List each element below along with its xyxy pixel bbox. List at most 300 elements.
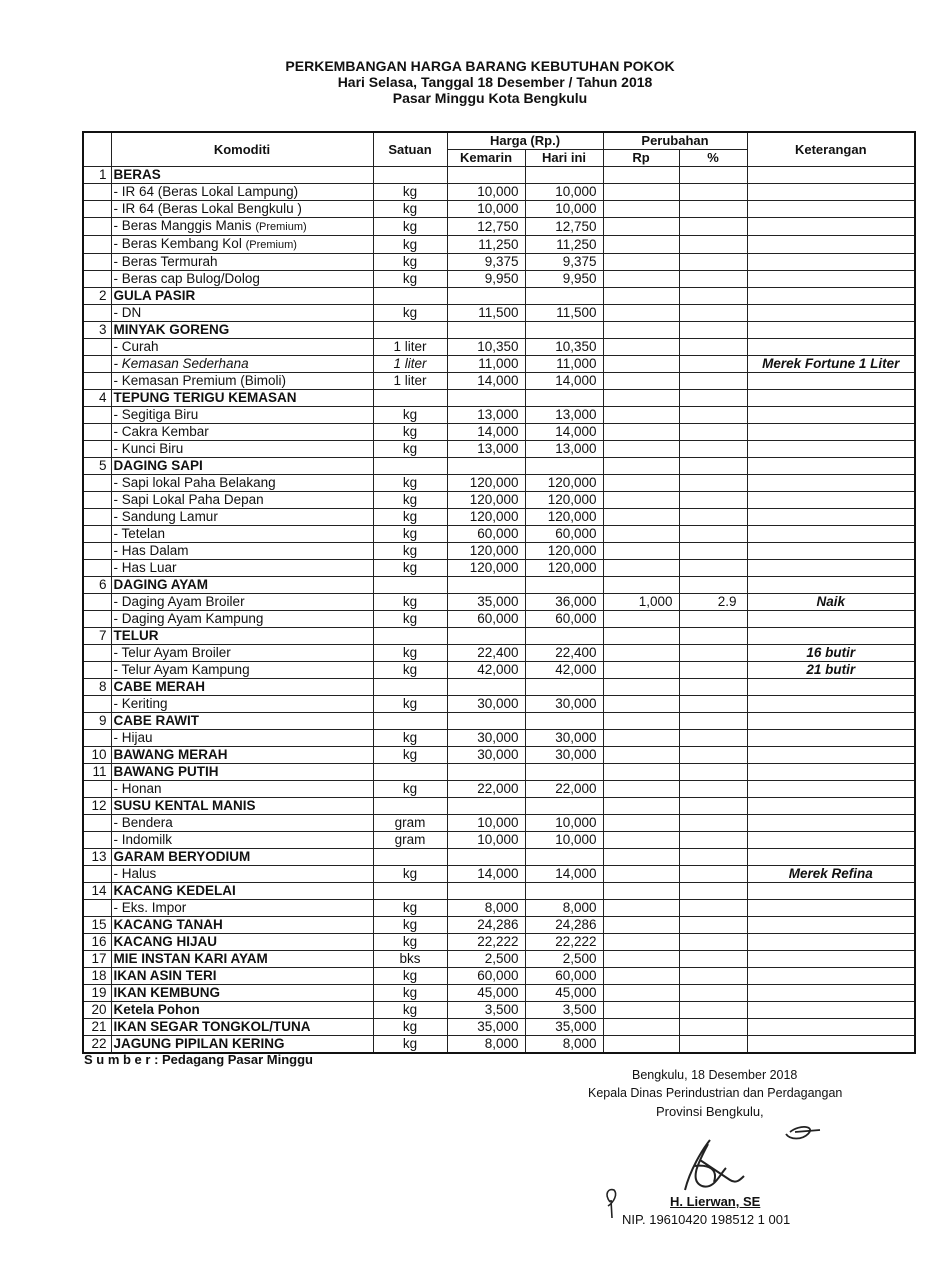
header-kemarin: Kemarin [447, 150, 525, 167]
row-number [83, 645, 111, 662]
change-pct [679, 560, 747, 577]
remarks [747, 254, 915, 271]
change-pct [679, 1002, 747, 1019]
item-row [83, 900, 915, 917]
item-row [83, 407, 915, 424]
unit: kg [373, 594, 447, 611]
category-row [83, 679, 915, 696]
commodity-name [111, 305, 373, 322]
commodity-label: - Beras Manggis Manis [113, 218, 256, 233]
change-rp [603, 441, 679, 458]
change-pct [679, 985, 747, 1002]
commodity-label: - Beras Kembang Kol [113, 236, 246, 251]
remarks [747, 424, 915, 441]
change-rp [603, 184, 679, 201]
price-yesterday: 45,000 [447, 985, 525, 1002]
price-today: 10,000 [525, 815, 603, 832]
price-yesterday: 10,000 [447, 832, 525, 849]
row-number [83, 236, 111, 254]
row-number: 18 [83, 968, 111, 985]
price-today: 42,000 [525, 662, 603, 679]
change-pct [679, 236, 747, 254]
commodity-name [111, 254, 373, 271]
change-pct [679, 201, 747, 218]
price-today: 12,750 [525, 218, 603, 236]
remarks [747, 1019, 915, 1036]
unit: kg [373, 730, 447, 747]
unit: kg [373, 424, 447, 441]
commodity-label: - Cakra Kembar [113, 424, 209, 439]
commodity-label: CABE MERAH [113, 679, 206, 694]
row-number [83, 900, 111, 917]
unit: kg [373, 900, 447, 917]
document-title [0, 58, 930, 106]
row-number: 16 [83, 934, 111, 951]
change-pct [679, 917, 747, 934]
item-row [83, 201, 915, 218]
change-rp [603, 254, 679, 271]
unit: kg [373, 236, 447, 254]
commodity-label: - Beras Termurah [113, 254, 218, 269]
category-row [83, 798, 915, 815]
commodity-name [111, 492, 373, 509]
commodity-label: CABE RAWIT [113, 713, 199, 728]
change-rp [603, 934, 679, 951]
category-row [83, 764, 915, 781]
commodity-name [111, 407, 373, 424]
price-yesterday: 120,000 [447, 475, 525, 492]
change-rp [603, 424, 679, 441]
row-number: 3 [83, 322, 111, 339]
commodity-label: DAGING SAPI [113, 458, 203, 473]
change-rp [603, 968, 679, 985]
change-pct [679, 1036, 747, 1054]
row-number: 1 [83, 167, 111, 184]
unit: kg [373, 492, 447, 509]
price-today: 13,000 [525, 407, 603, 424]
change-pct [679, 849, 747, 866]
remarks [747, 764, 915, 781]
change-rp [603, 526, 679, 543]
commodity-name [111, 441, 373, 458]
remarks [747, 526, 915, 543]
remarks [747, 917, 915, 934]
change-pct [679, 271, 747, 288]
change-pct [679, 730, 747, 747]
remarks [747, 373, 915, 390]
commodity-name [111, 713, 373, 730]
price-yesterday: 22,000 [447, 781, 525, 798]
price-yesterday [447, 883, 525, 900]
change-rp [603, 1019, 679, 1036]
price-table-body [83, 132, 915, 1053]
change-pct [679, 509, 747, 526]
change-rp [603, 509, 679, 526]
item-row [83, 475, 915, 492]
category-row [83, 577, 915, 594]
change-pct [679, 543, 747, 560]
commodity-label: - Indomilk [113, 832, 173, 847]
change-rp [603, 305, 679, 322]
change-rp [603, 407, 679, 424]
remarks: Merek Refina [747, 866, 915, 883]
price-yesterday: 8,000 [447, 900, 525, 917]
row-number: 8 [83, 679, 111, 696]
unit: kg [373, 184, 447, 201]
category-row [83, 883, 915, 900]
category-row [83, 458, 915, 475]
item-row [83, 271, 915, 288]
remarks [747, 339, 915, 356]
price-today: 9,375 [525, 254, 603, 271]
commodity-label: IKAN KEMBUNG [113, 985, 220, 1000]
price-yesterday: 120,000 [447, 560, 525, 577]
change-pct [679, 815, 747, 832]
commodity-label: DAGING AYAM [113, 577, 209, 592]
remarks: Merek Fortune 1 Liter [747, 356, 915, 373]
change-rp [603, 883, 679, 900]
header-keterangan: Keterangan [747, 132, 915, 167]
change-pct [679, 832, 747, 849]
commodity-name [111, 1036, 373, 1054]
change-pct [679, 747, 747, 764]
change-pct [679, 390, 747, 407]
price-today [525, 577, 603, 594]
commodity-name [111, 628, 373, 645]
change-pct [679, 424, 747, 441]
remarks [747, 832, 915, 849]
price-today [525, 883, 603, 900]
price-today [525, 764, 603, 781]
category-row [83, 167, 915, 184]
price-yesterday: 9,950 [447, 271, 525, 288]
price-today: 22,400 [525, 645, 603, 662]
commodity-name [111, 218, 373, 236]
remarks [747, 611, 915, 628]
unit: 1 liter [373, 356, 447, 373]
change-rp [603, 271, 679, 288]
unit: kg [373, 1036, 447, 1054]
unit [373, 679, 447, 696]
price-yesterday: 120,000 [447, 543, 525, 560]
commodity-name [111, 866, 373, 883]
commodity-name [111, 662, 373, 679]
commodity-label: IKAN SEGAR TONGKOL/TUNA [113, 1019, 311, 1034]
price-yesterday: 35,000 [447, 594, 525, 611]
commodity-label: BERAS [113, 167, 161, 182]
commodity-label: KACANG TANAH [113, 917, 223, 932]
change-pct [679, 356, 747, 373]
item-row [83, 373, 915, 390]
unit: kg [373, 866, 447, 883]
remarks [747, 815, 915, 832]
commodity-label: IKAN ASIN TERI [113, 968, 217, 983]
header-harga: Harga (Rp.) [447, 132, 603, 150]
commodity-label: TELUR [113, 628, 159, 643]
change-rp [603, 645, 679, 662]
header-perubahan: Perubahan [603, 132, 747, 150]
change-rp: 1,000 [603, 594, 679, 611]
header-satuan: Satuan [373, 132, 447, 167]
commodity-label: - Halus [113, 866, 157, 881]
row-number [83, 730, 111, 747]
item-row [83, 543, 915, 560]
price-yesterday: 11,000 [447, 356, 525, 373]
price-today [525, 679, 603, 696]
change-rp [603, 356, 679, 373]
commodity-name [111, 577, 373, 594]
price-today: 10,000 [525, 201, 603, 218]
row-number [83, 594, 111, 611]
commodity-label: - Has Dalam [113, 543, 189, 558]
commodity-label: - Sandung Lamur [113, 509, 218, 524]
price-yesterday: 10,350 [447, 339, 525, 356]
remarks [747, 985, 915, 1002]
price-today [525, 167, 603, 184]
commodity-label: BAWANG PUTIH [113, 764, 219, 779]
unit: kg [373, 1019, 447, 1036]
item-row [83, 526, 915, 543]
price-yesterday: 30,000 [447, 747, 525, 764]
change-pct [679, 254, 747, 271]
change-pct [679, 167, 747, 184]
row-number: 2 [83, 288, 111, 305]
commodity-label: - Eks. Impor [113, 900, 187, 915]
commodity-grade-note: (Premium) [245, 239, 297, 251]
unit: 1 liter [373, 373, 447, 390]
item-row [83, 645, 915, 662]
row-number [83, 373, 111, 390]
remarks [747, 849, 915, 866]
commodity-label: GARAM BERYODIUM [113, 849, 251, 864]
commodity-name [111, 201, 373, 218]
row-number [83, 543, 111, 560]
price-yesterday: 30,000 [447, 730, 525, 747]
price-yesterday: 12,750 [447, 218, 525, 236]
remarks [747, 218, 915, 236]
price-today: 45,000 [525, 985, 603, 1002]
commodity-name [111, 543, 373, 560]
price-today: 9,950 [525, 271, 603, 288]
change-pct [679, 475, 747, 492]
commodity-name [111, 951, 373, 968]
remarks [747, 288, 915, 305]
change-rp [603, 201, 679, 218]
price-today [525, 322, 603, 339]
change-pct [679, 934, 747, 951]
change-pct [679, 866, 747, 883]
price-yesterday: 60,000 [447, 968, 525, 985]
item-row [83, 815, 915, 832]
commodity-label: - Kemasan Sederhana [113, 356, 249, 371]
commodity-label: - IR 64 (Beras Lokal Lampung) [113, 184, 299, 199]
change-pct [679, 883, 747, 900]
change-rp [603, 662, 679, 679]
unit: kg [373, 1002, 447, 1019]
unit: kg [373, 218, 447, 236]
change-rp [603, 696, 679, 713]
row-number: 19 [83, 985, 111, 1002]
row-number: 4 [83, 390, 111, 407]
unit [373, 322, 447, 339]
row-number [83, 662, 111, 679]
change-rp [603, 1036, 679, 1054]
change-pct [679, 951, 747, 968]
remarks [747, 407, 915, 424]
commodity-name [111, 167, 373, 184]
unit: kg [373, 968, 447, 985]
price-yesterday: 11,500 [447, 305, 525, 322]
unit: kg [373, 747, 447, 764]
commodity-name [111, 594, 373, 611]
change-rp [603, 390, 679, 407]
official-nip: NIP. 19610420 198512 1 001 [622, 1212, 791, 1227]
remarks [747, 475, 915, 492]
remarks [747, 492, 915, 509]
row-number: 22 [83, 1036, 111, 1054]
category-row [83, 628, 915, 645]
remarks: Naik [747, 594, 915, 611]
commodity-label: - Kunci Biru [113, 441, 184, 456]
unit: kg [373, 917, 447, 934]
remarks [747, 543, 915, 560]
commodity-label: - Bendera [113, 815, 173, 830]
official-name: H. Lierwan, SE [670, 1194, 761, 1209]
category-row [83, 288, 915, 305]
change-pct [679, 322, 747, 339]
price-today: 10,000 [525, 184, 603, 201]
price-yesterday: 10,000 [447, 184, 525, 201]
unit: kg [373, 662, 447, 679]
category-row [83, 951, 915, 968]
commodity-name [111, 917, 373, 934]
commodity-name [111, 356, 373, 373]
commodity-label: - Telur Ayam Broiler [113, 645, 231, 660]
change-pct [679, 781, 747, 798]
commodity-name [111, 271, 373, 288]
row-number: 20 [83, 1002, 111, 1019]
change-rp [603, 849, 679, 866]
commodity-name [111, 560, 373, 577]
price-today: 11,250 [525, 236, 603, 254]
unit: gram [373, 832, 447, 849]
remarks [747, 747, 915, 764]
commodity-name [111, 184, 373, 201]
commodity-name [111, 900, 373, 917]
remarks [747, 577, 915, 594]
row-number [83, 184, 111, 201]
commodity-name [111, 730, 373, 747]
price-yesterday [447, 764, 525, 781]
row-number [83, 832, 111, 849]
commodity-label: MINYAK GORENG [113, 322, 230, 337]
price-today: 120,000 [525, 560, 603, 577]
change-rp [603, 373, 679, 390]
commodity-label: KACANG HIJAU [113, 934, 218, 949]
change-rp [603, 951, 679, 968]
change-rp [603, 322, 679, 339]
row-number [83, 218, 111, 236]
price-yesterday: 22,222 [447, 934, 525, 951]
remarks [747, 305, 915, 322]
price-today: 24,286 [525, 917, 603, 934]
item-row [83, 832, 915, 849]
commodity-name [111, 645, 373, 662]
category-row [83, 968, 915, 985]
header-no [83, 132, 111, 167]
change-pct [679, 968, 747, 985]
change-rp [603, 798, 679, 815]
category-row [83, 849, 915, 866]
price-yesterday: 10,000 [447, 201, 525, 218]
unit [373, 628, 447, 645]
change-pct [679, 458, 747, 475]
item-row [83, 560, 915, 577]
row-number [83, 424, 111, 441]
price-yesterday: 22,400 [447, 645, 525, 662]
price-yesterday: 120,000 [447, 492, 525, 509]
remarks [747, 184, 915, 201]
change-pct [679, 492, 747, 509]
price-yesterday: 13,000 [447, 407, 525, 424]
remarks [747, 1036, 915, 1054]
price-yesterday: 35,000 [447, 1019, 525, 1036]
price-yesterday [447, 577, 525, 594]
header-rp: Rp [603, 150, 679, 167]
change-rp [603, 832, 679, 849]
unit [373, 883, 447, 900]
commodity-label: - Honan [113, 781, 162, 796]
row-number [83, 781, 111, 798]
title-line-1: PERKEMBANGAN HARGA BARANG KEBUTUHAN POKOK [285, 58, 675, 74]
price-today [525, 390, 603, 407]
row-number [83, 475, 111, 492]
price-today: 3,500 [525, 1002, 603, 1019]
row-number [83, 696, 111, 713]
unit: kg [373, 645, 447, 662]
price-yesterday: 2,500 [447, 951, 525, 968]
unit: kg [373, 781, 447, 798]
row-number [83, 254, 111, 271]
commodity-label: - Sapi Lokal Paha Depan [113, 492, 264, 507]
commodity-name [111, 458, 373, 475]
unit [373, 764, 447, 781]
item-row [83, 254, 915, 271]
price-today: 8,000 [525, 1036, 603, 1054]
item-row [83, 236, 915, 254]
unit: kg [373, 543, 447, 560]
row-number [83, 492, 111, 509]
row-number: 14 [83, 883, 111, 900]
change-pct [679, 305, 747, 322]
change-rp [603, 167, 679, 184]
change-rp [603, 475, 679, 492]
unit: kg [373, 305, 447, 322]
unit: kg [373, 560, 447, 577]
remarks [747, 236, 915, 254]
price-today: 36,000 [525, 594, 603, 611]
item-row [83, 509, 915, 526]
commodity-name [111, 288, 373, 305]
price-yesterday: 11,250 [447, 236, 525, 254]
change-pct [679, 184, 747, 201]
row-number [83, 815, 111, 832]
price-yesterday [447, 288, 525, 305]
commodity-label: - Beras cap Bulog/Dolog [113, 271, 260, 286]
item-row [83, 594, 915, 611]
unit [373, 458, 447, 475]
unit: kg [373, 475, 447, 492]
